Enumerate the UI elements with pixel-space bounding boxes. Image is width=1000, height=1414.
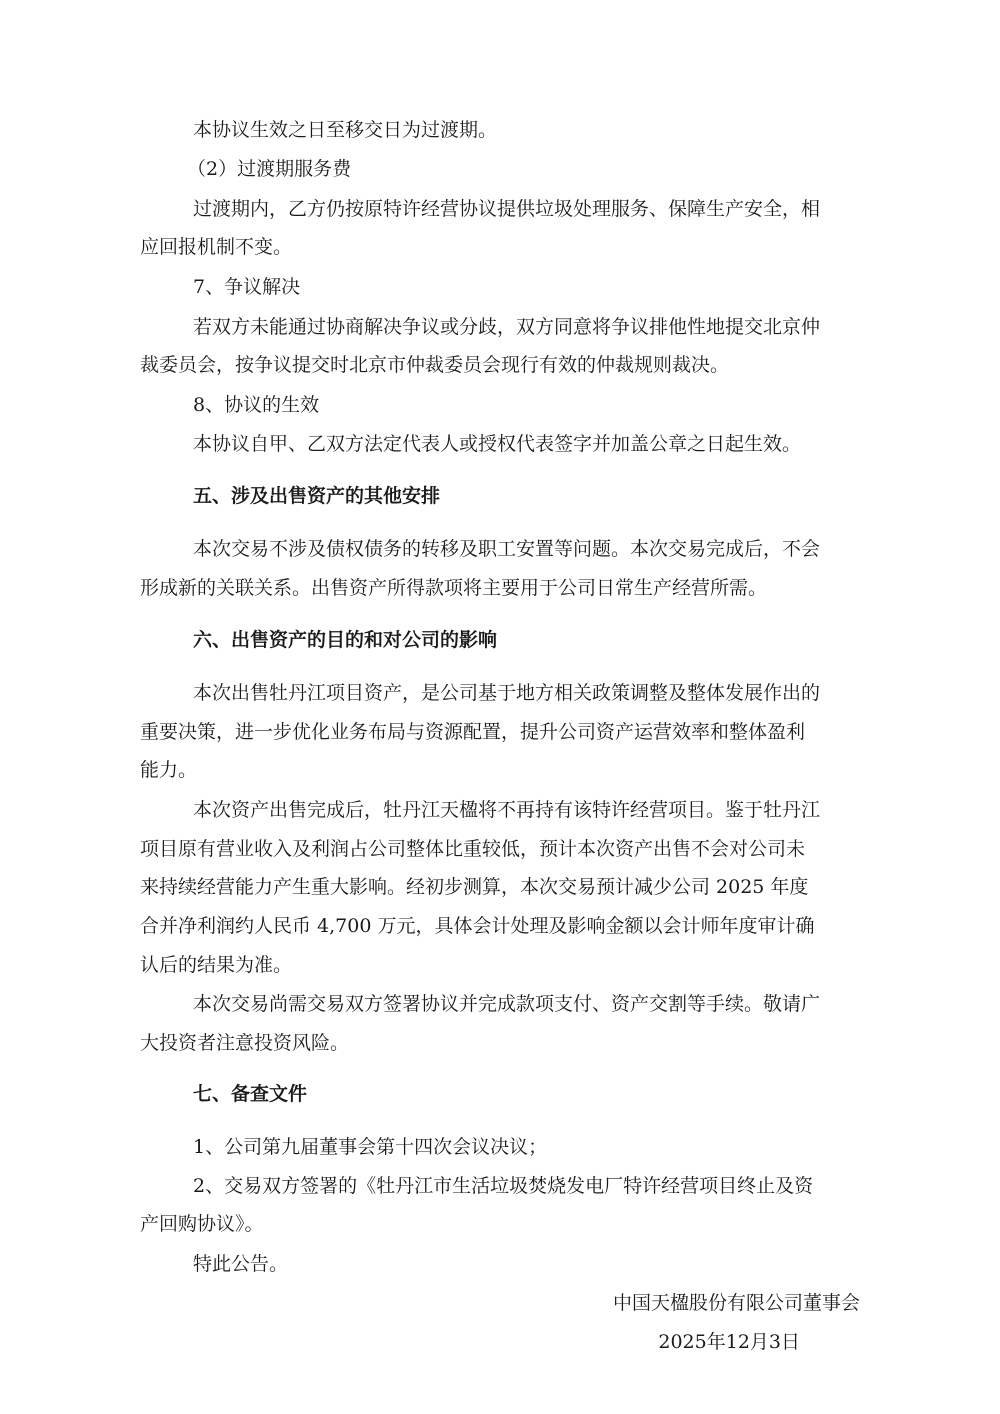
text-line: 合并净利润约人民币 4,700 万元，具体会计处理及影响金额以会计师年度审计确: [140, 915, 815, 937]
text-line: 本次资产出售完成后，牡丹江天楹将不再持有该特许经营项目。鉴于牡丹江: [193, 799, 821, 821]
text-line: 7、争议解决: [193, 276, 301, 298]
signature-company: 中国天楹股份有限公司董事会: [612, 1292, 860, 1314]
text-line: 形成新的关联关系。出售资产所得款项将主要用于公司日常生产经营所需。: [140, 577, 768, 599]
text-line: 若双方未能通过协商解决争议或分歧，双方同意将争议排他性地提交北京仲: [193, 316, 821, 338]
text-line: 2、交易双方签署的《牡丹江市生活垃圾焚烧发电厂特许经营项目终止及资: [193, 1175, 814, 1197]
text-line: 认后的结果为准。: [140, 954, 293, 976]
text-line: 来持续经营能力产生重大影响。经初步测算，本次交易预计减少公司 2025 年度: [140, 876, 809, 898]
text-line: 本次出售牡丹江项目资产，是公司基于地方相关政策调整及整体发展作出的: [193, 682, 821, 704]
text-line: 1、公司第九届董事会第十四次会议决议；: [193, 1136, 548, 1158]
text-line: 大投资者注意投资风险。: [140, 1032, 350, 1054]
signature-date: 2025年12月3日: [658, 1331, 800, 1353]
text-line: 产回购协议》。: [140, 1213, 264, 1235]
text-line: 过渡期内，乙方仍按原特许经营协议提供垃圾处理服务、保障生产安全，相: [193, 198, 821, 220]
text-line: 重要决策，进一步优化业务布局与资源配置，提升公司资产运营效率和整体盈利: [140, 721, 806, 743]
text-line: 应回报机制不变。: [140, 236, 293, 258]
section-heading: 七、备查文件: [193, 1083, 308, 1105]
text-line: 8、协议的生效: [193, 394, 320, 416]
text-line: 本协议生效之日至移交日为过渡期。: [193, 119, 498, 141]
text-line: 本次交易不涉及债权债务的转移及职工安置等问题。本次交易完成后，不会: [193, 538, 821, 560]
text-line: （2）过渡期服务费: [187, 158, 352, 180]
text-line: 项目原有营业收入及利润占公司整体比重较低，预计本次资产出售不会对公司未: [140, 838, 806, 860]
text-line: 裁委员会，按争议提交时北京市仲裁委员会现行有效的仲裁规则裁决。: [140, 354, 730, 376]
section-heading: 六、出售资产的目的和对公司的影响: [193, 629, 498, 651]
text-line: 本协议自甲、乙双方法定代表人或授权代表签字并加盖公章之日起生效。: [193, 433, 802, 455]
text-line: 能力。: [140, 759, 198, 781]
text-line: 特此公告。: [193, 1253, 289, 1275]
section-heading: 五、涉及出售资产的其他安排: [193, 485, 441, 507]
text-line: 本次交易尚需交易双方签署协议并完成款项支付、资产交割等手续。敬请广: [193, 993, 821, 1015]
